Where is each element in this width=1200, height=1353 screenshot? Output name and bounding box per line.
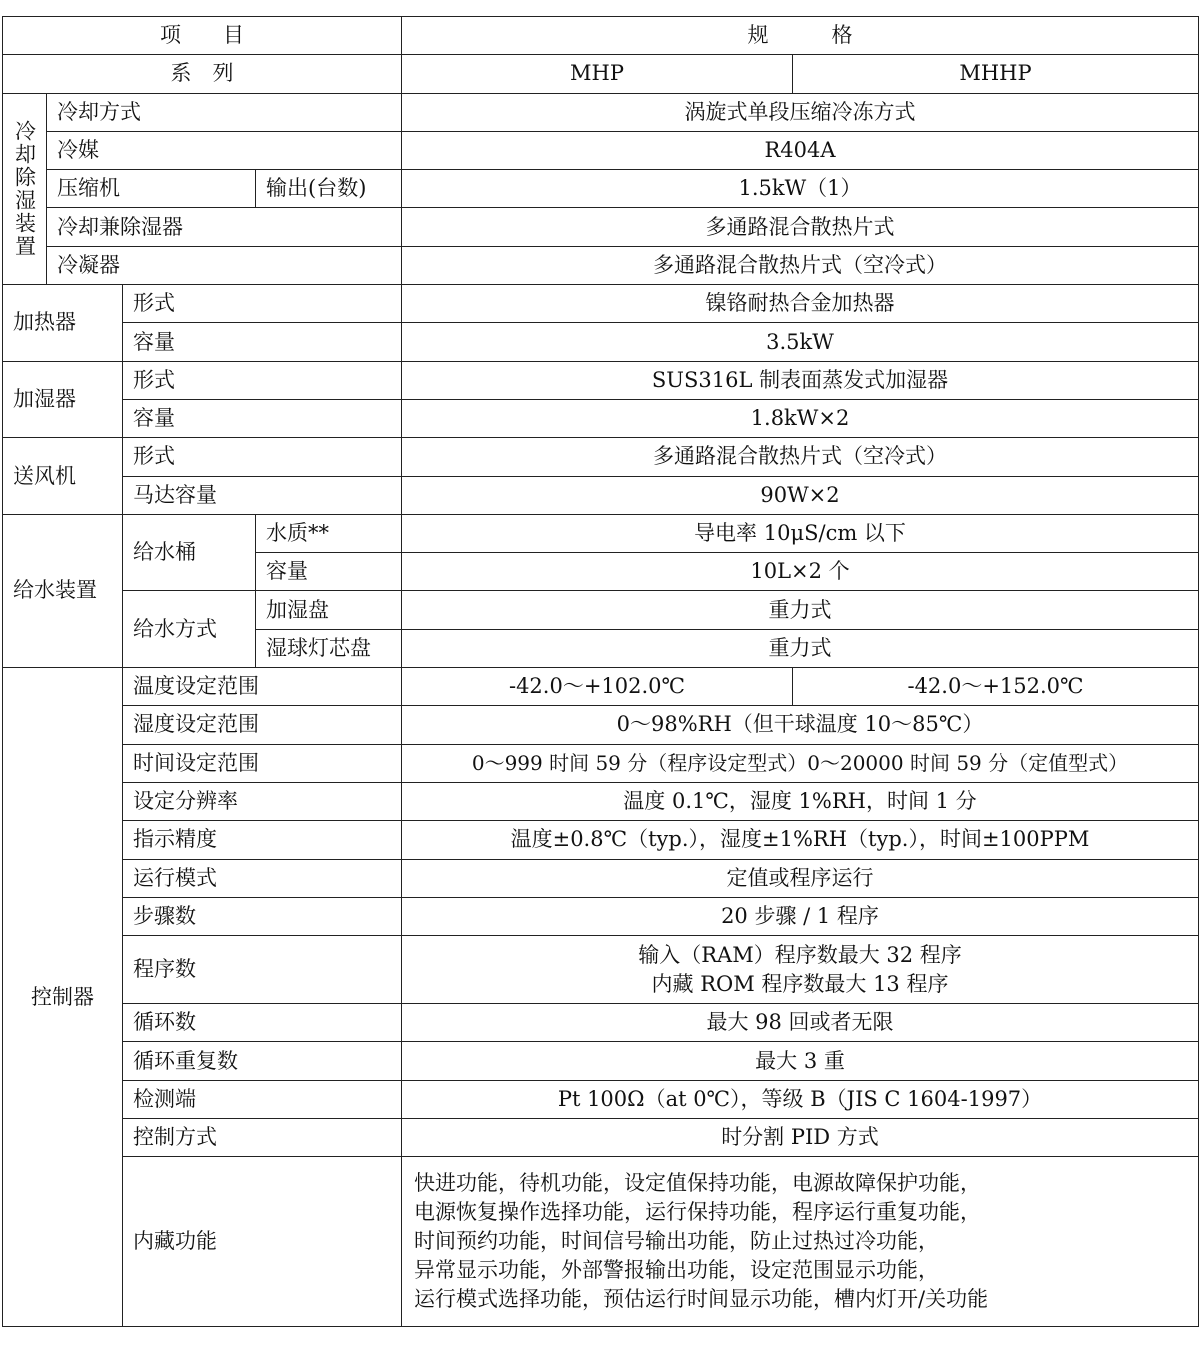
water-pan-row <box>3 591 1199 629</box>
humidifier-form-label: 形式 <box>123 361 402 399</box>
accuracy-value: 温度±0.8℃（typ.），湿度±1%RH（typ.），时间±100PPM <box>402 821 1199 859</box>
header-spec: 规 格 <box>402 17 1199 55</box>
cooling-method-label: 冷却方式 <box>47 93 402 131</box>
refrigerant-row <box>3 131 1199 169</box>
water-pan-value: 重力式 <box>402 591 1199 629</box>
water-method-label: 给水方式 <box>123 591 256 668</box>
humidifier-group-label: 加湿器 <box>3 361 123 438</box>
spec-table <box>2 16 1199 1327</box>
time-range-value: 0～999 时间 59 分（程序设定型式）0～20000 时间 59 分（定值型式） <box>402 744 1199 782</box>
sensor-row <box>3 1080 1199 1118</box>
heater-form-value: 镍铬耐热合金加热器 <box>402 285 1199 323</box>
water-tank-label: 给水桶 <box>123 514 256 591</box>
water-quality-value: 导电率 10μS/cm 以下 <box>402 514 1199 552</box>
compressor-row <box>3 170 1199 208</box>
water-group-label: 给水装置 <box>3 514 123 667</box>
header-item: 项 目 <box>3 17 402 55</box>
water-quality-label: 水质** <box>256 514 402 552</box>
blower-form-row <box>3 438 1199 476</box>
programs-label: 程序数 <box>123 936 402 1004</box>
water-tank-cap-label: 容量 <box>256 553 402 591</box>
cooling-group-label: 冷却除湿装置 <box>3 93 47 284</box>
condenser-value: 多通路混合散热片式（空冷式） <box>402 246 1199 284</box>
sensor-label: 检测端 <box>123 1080 402 1118</box>
mode-row <box>3 859 1199 897</box>
series-label: 系 列 <box>3 55 402 93</box>
repeat-label: 循环重复数 <box>123 1042 402 1080</box>
series-mhhp: MHHP <box>793 55 1199 93</box>
accuracy-label: 指示精度 <box>123 821 402 859</box>
condenser-label: 冷凝器 <box>47 246 402 284</box>
steps-value: 20 步骤 / 1 程序 <box>402 897 1199 935</box>
functions-value: 快进功能，待机功能，设定值保持功能，电源故障保护功能， 电源恢复操作选择功能，运行保持功能，程序运行重复功能， 时间预约功能，时间信号输出功能，防止过热过冷功能， 异常显示功能，外部警报输出功能，设定范围显示功能， 运行模式选择功能，预估运行时间显示功能，槽内灯开/关功能 <box>402 1157 1199 1327</box>
resolution-row <box>3 782 1199 820</box>
time-range-label: 时间设定范围 <box>123 744 402 782</box>
sensor-value: Pt 100Ω（at 0℃），等级 B（JIS C 1604-1997） <box>402 1080 1199 1118</box>
blower-motor-value: 90W×2 <box>402 476 1199 514</box>
mode-label: 运行模式 <box>123 859 402 897</box>
compressor-label: 压缩机 <box>47 170 256 208</box>
cycles-row <box>3 1004 1199 1042</box>
heater-form-row <box>3 285 1199 323</box>
control-value: 时分割 PID 方式 <box>402 1119 1199 1157</box>
resolution-value: 温度 0.1℃，湿度 1%RH，时间 1 分 <box>402 782 1199 820</box>
blower-motor-label: 马达容量 <box>123 476 402 514</box>
heater-cap-row <box>3 323 1199 361</box>
control-row <box>3 1119 1199 1157</box>
compressor-value: 1.5kW（1） <box>402 170 1199 208</box>
dehumidifier-value: 多通路混合散热片式 <box>402 208 1199 246</box>
water-tank-cap-value: 10L×2 个 <box>402 553 1199 591</box>
functions-row <box>3 1157 1199 1327</box>
functions-label: 内藏功能 <box>123 1157 402 1327</box>
cooling-method-value: 涡旋式单段压缩冷冻方式 <box>402 93 1199 131</box>
heater-group-label: 加热器 <box>3 285 123 362</box>
controller-group-label: 控制器 <box>3 668 123 1327</box>
blower-group-label: 送风机 <box>3 438 123 515</box>
heater-form-label: 形式 <box>123 285 402 323</box>
control-label: 控制方式 <box>123 1119 402 1157</box>
programs-value: 输入（RAM）程序数最大 32 程序 内藏 ROM 程序数最大 13 程序 <box>402 936 1199 1004</box>
cooling-method-row <box>3 93 1199 131</box>
hum-range-value: 0～98%RH（但干球温度 10～85℃） <box>402 706 1199 744</box>
humidifier-cap-value: 1.8kW×2 <box>402 399 1199 437</box>
hum-range-row <box>3 706 1199 744</box>
water-wick-label: 湿球灯芯盘 <box>256 629 402 667</box>
humidifier-cap-label: 容量 <box>123 399 402 437</box>
temp-range-label: 温度设定范围 <box>123 668 402 706</box>
heater-cap-label: 容量 <box>123 323 402 361</box>
humidifier-cap-row <box>3 399 1199 437</box>
water-wick-value: 重力式 <box>402 629 1199 667</box>
time-range-row <box>3 744 1199 782</box>
blower-motor-row <box>3 476 1199 514</box>
header-row <box>3 17 1199 55</box>
series-row <box>3 55 1199 93</box>
cycles-label: 循环数 <box>123 1004 402 1042</box>
humidifier-form-row <box>3 361 1199 399</box>
temp-range-mhp: -42.0～+102.0℃ <box>402 668 793 706</box>
water-quality-row <box>3 514 1199 552</box>
repeat-row <box>3 1042 1199 1080</box>
refrigerant-value: R404A <box>402 131 1199 169</box>
temp-range-mhhp: -42.0～+152.0℃ <box>793 668 1199 706</box>
dehumidifier-label: 冷却兼除湿器 <box>47 208 402 246</box>
programs-row <box>3 936 1199 1004</box>
accuracy-row <box>3 821 1199 859</box>
cycles-value: 最大 98 回或者无限 <box>402 1004 1199 1042</box>
condenser-row <box>3 246 1199 284</box>
water-pan-label: 加湿盘 <box>256 591 402 629</box>
series-mhp: MHP <box>402 55 793 93</box>
blower-form-value: 多通路混合散热片式（空冷式） <box>402 438 1199 476</box>
repeat-value: 最大 3 重 <box>402 1042 1199 1080</box>
hum-range-label: 湿度设定范围 <box>123 706 402 744</box>
refrigerant-label: 冷媒 <box>47 131 402 169</box>
dehumidifier-row <box>3 208 1199 246</box>
mode-value: 定值或程序运行 <box>402 859 1199 897</box>
compressor-sub-label: 输出(台数) <box>256 170 402 208</box>
steps-row <box>3 897 1199 935</box>
steps-label: 步骤数 <box>123 897 402 935</box>
resolution-label: 设定分辨率 <box>123 782 402 820</box>
temp-range-row <box>3 668 1199 706</box>
blower-form-label: 形式 <box>123 438 402 476</box>
humidifier-form-value: SUS316L 制表面蒸发式加湿器 <box>402 361 1199 399</box>
heater-cap-value: 3.5kW <box>402 323 1199 361</box>
